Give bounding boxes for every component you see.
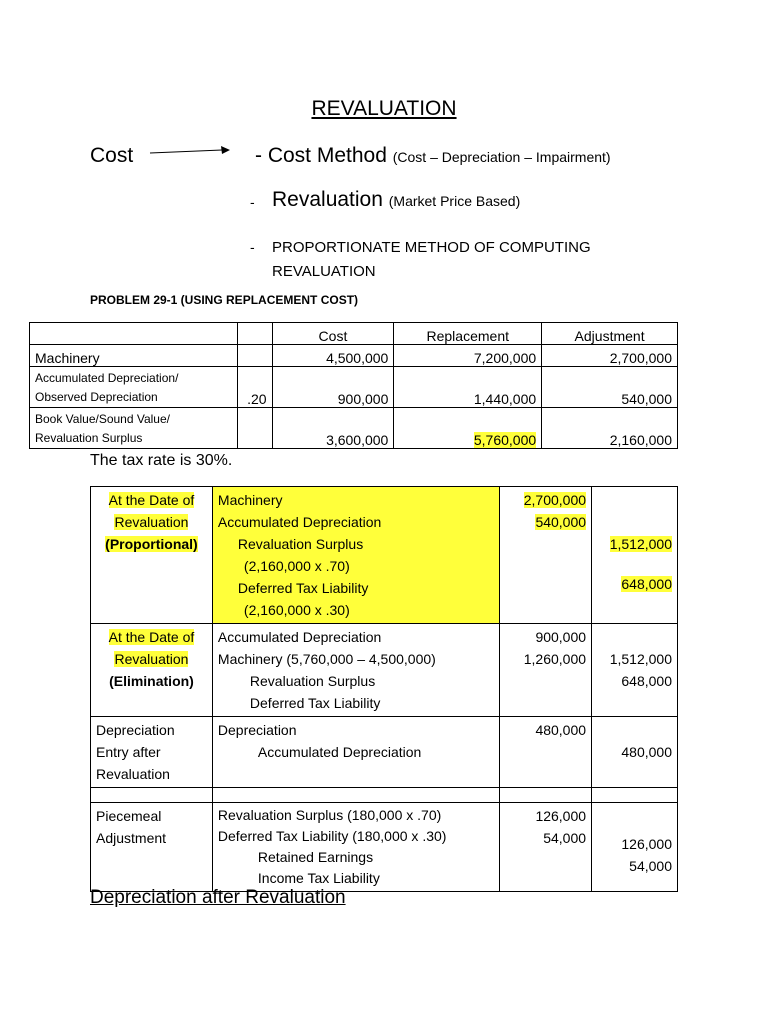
highlighted-value: 5,760,000: [473, 432, 537, 448]
rate-cell: [237, 408, 272, 449]
bullet-dash: -: [250, 194, 255, 210]
debit-column: [500, 717, 592, 788]
debit-amount: 126,000: [535, 808, 587, 824]
debit-column: [500, 803, 592, 892]
credit-column: [592, 624, 678, 717]
debit-amount: 1,260,000: [523, 651, 587, 667]
row-label-line: Observed Depreciation: [35, 390, 158, 404]
account-line: Revaluation Surplus: [249, 673, 376, 689]
entry-label: [91, 624, 213, 717]
table-row: [30, 345, 678, 367]
revaluation-method-label: Revaluation: [272, 188, 383, 211]
revaluation-method-note: (Market Price Based): [388, 193, 521, 209]
account-line: Retained Earnings: [257, 849, 374, 865]
row-label: [30, 367, 238, 408]
entry-label-line: Revaluation: [96, 766, 170, 782]
account-line: Machinery (5,760,000 – 4,500,000): [217, 651, 436, 667]
arrow-icon: [148, 144, 232, 158]
page-title: REVALUATION: [311, 97, 457, 120]
cost-label: Cost: [90, 144, 134, 167]
bullet-dash: -: [250, 239, 255, 255]
problem-heading: PROBLEM 29-1 (USING REPLACEMENT COST): [90, 293, 359, 307]
entry-accounts: [212, 803, 499, 892]
credit-amount: 54,000: [629, 858, 672, 874]
account-line: Depreciation: [217, 722, 297, 738]
account-line: Accumulated Depreciation: [217, 514, 382, 530]
entry-label-line: Piecemeal: [96, 808, 162, 824]
rate-cell: .20: [237, 367, 272, 408]
header-cell-cost: Cost: [272, 323, 394, 345]
credit-amount: 480,000: [621, 744, 672, 760]
account-line: Machinery: [217, 492, 283, 508]
journal-entry-piecemeal: [91, 803, 678, 892]
header-cell: [237, 323, 272, 345]
table-row: [30, 367, 678, 408]
cost-cell: 3,600,000: [272, 408, 394, 449]
proportionate-method-text: PROPORTIONATE METHOD OF COMPUTING REVALUATION: [272, 239, 591, 280]
blank-row: [91, 788, 678, 803]
revaluation-method-line: [272, 188, 520, 212]
replacement-cell: 1,440,000: [394, 367, 542, 408]
cost-cell: 4,500,000: [272, 345, 394, 367]
credit-amount: 648,000: [621, 576, 672, 592]
entry-label-line: Revaluation: [114, 514, 189, 530]
row-label: Machinery: [30, 345, 238, 367]
credit-column: [592, 717, 678, 788]
credit-amount: 126,000: [621, 836, 672, 852]
journal-entry-elimination: [91, 624, 678, 717]
cost-method-line: [255, 144, 611, 168]
header-cell-replacement: Replacement: [394, 323, 542, 345]
entry-accounts: [212, 624, 499, 717]
credit-column: [592, 487, 678, 624]
entry-label: [91, 803, 213, 892]
entry-label-line: Entry after: [96, 744, 161, 760]
entry-accounts: [212, 487, 499, 624]
account-line: Revaluation Surplus (180,000 x .70): [217, 807, 442, 823]
tax-rate-text: The tax rate is 30%.: [90, 452, 233, 469]
row-label-line: Book Value/Sound Value/: [35, 412, 170, 426]
section-heading: Depreciation after Revaluation: [90, 887, 346, 908]
entry-label-line: Adjustment: [96, 830, 167, 846]
adjustment-cell: 540,000: [542, 367, 678, 408]
row-label-line: Revaluation Surplus: [35, 431, 143, 445]
entry-label-line: (Proportional): [105, 536, 198, 552]
debit-column: [500, 487, 592, 624]
debit-column: [500, 624, 592, 717]
account-line: Deferred Tax Liability: [237, 580, 369, 596]
credit-amount: 1,512,000: [609, 651, 672, 667]
account-line: (2,160,000 x .30): [243, 602, 350, 618]
account-line: Accumulated Depreciation: [217, 629, 382, 645]
account-line: Deferred Tax Liability (180,000 x .30): [217, 828, 447, 844]
debit-amount: 540,000: [535, 514, 587, 530]
entry-label-line: At the Date of: [108, 492, 195, 508]
credit-column: [592, 803, 678, 892]
header-cell: [30, 323, 238, 345]
rate-cell: [237, 345, 272, 367]
replacement-cost-table: [29, 322, 678, 449]
account-line: Deferred Tax Liability: [249, 695, 381, 711]
entry-label-line: Depreciation: [96, 722, 175, 738]
debit-amount: 54,000: [543, 830, 587, 846]
credit-amount: 1,512,000: [609, 536, 672, 552]
entry-label: [91, 487, 213, 624]
entry-label-line: At the Date of: [108, 629, 195, 645]
cost-method-label: - Cost Method: [255, 144, 387, 167]
entry-label: [91, 717, 213, 788]
journal-entries-table: [90, 486, 678, 892]
header-cell-adjustment: Adjustment: [542, 323, 678, 345]
cost-cell: 900,000: [272, 367, 394, 408]
journal-entry-depreciation: [91, 717, 678, 788]
cost-method-note: (Cost – Depreciation – Impairment): [392, 149, 611, 165]
debit-amount: 480,000: [535, 722, 587, 738]
table-row: [30, 408, 678, 449]
debit-amount: 900,000: [535, 629, 587, 645]
adjustment-cell: 2,160,000: [542, 408, 678, 449]
table-header-row: [30, 323, 678, 345]
entry-accounts: [212, 717, 499, 788]
replacement-cell: 7,200,000: [394, 345, 542, 367]
entry-label-line: Revaluation: [114, 651, 189, 667]
adjustment-cell: 2,700,000: [542, 345, 678, 367]
credit-amount: 648,000: [621, 673, 672, 689]
replacement-cell: [394, 408, 542, 449]
debit-amount: 2,700,000: [523, 492, 587, 508]
journal-entry-proportional: [91, 487, 678, 624]
entry-label-line: (Elimination): [109, 673, 194, 689]
account-line: Revaluation Surplus: [237, 536, 364, 552]
row-label: [30, 408, 238, 449]
account-line: Accumulated Depreciation: [257, 744, 422, 760]
row-label-line: Accumulated Depreciation/: [35, 371, 179, 385]
account-line: Income Tax Liability: [257, 870, 380, 886]
account-line: (2,160,000 x .70): [243, 558, 350, 574]
